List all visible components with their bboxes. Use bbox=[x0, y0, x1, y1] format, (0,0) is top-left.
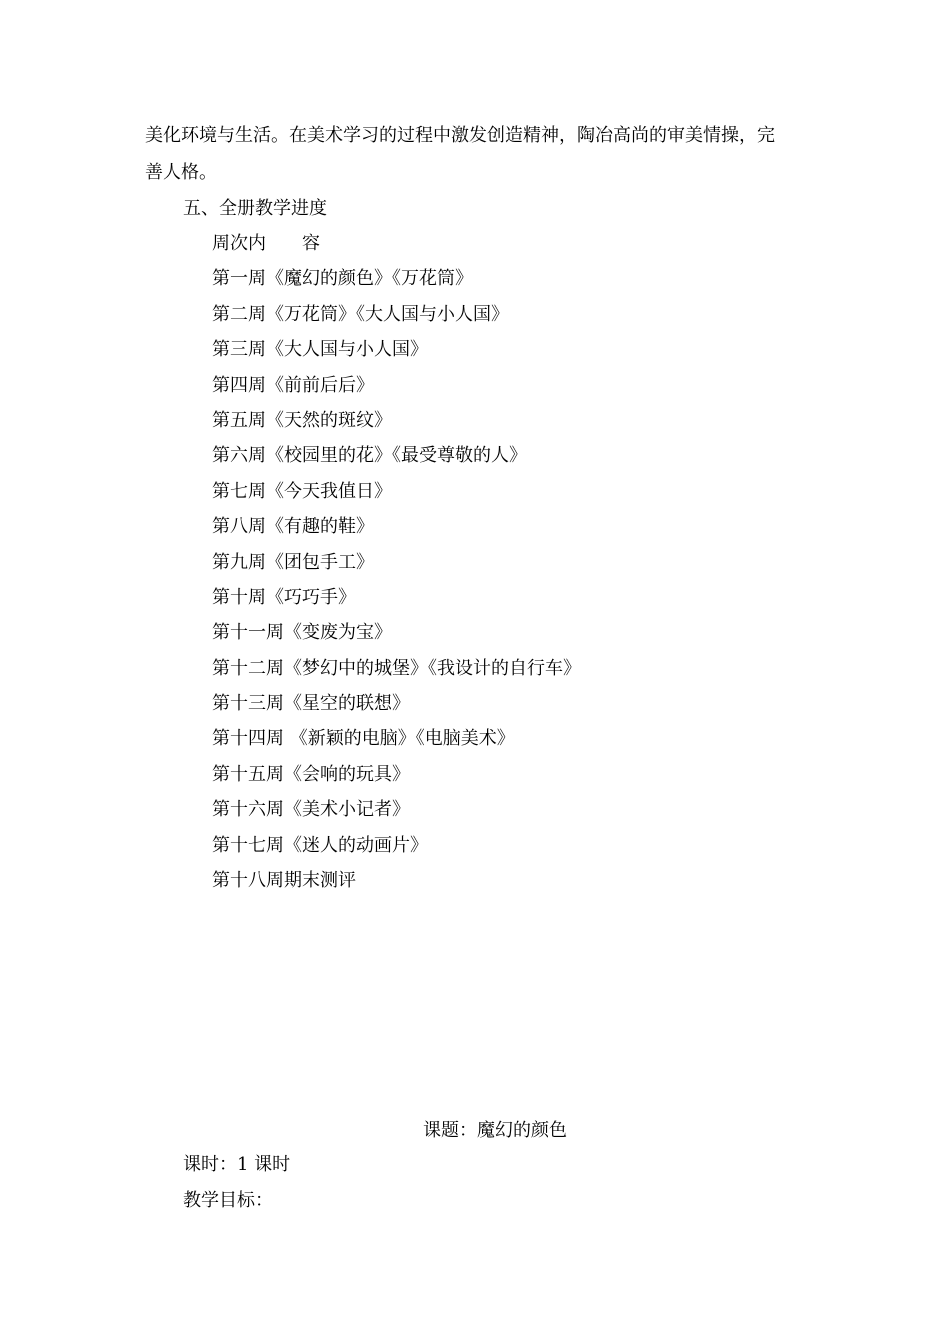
intro-paragraph-line-2: 善人格。 bbox=[145, 162, 217, 183]
lesson-objectives-label: 教学目标： bbox=[183, 1190, 273, 1211]
schedule-header bbox=[212, 226, 581, 261]
schedule-row: 第八周《有趣的鞋》 bbox=[212, 516, 374, 538]
schedule-row: 第五周《天然的斑纹》 bbox=[212, 409, 392, 431]
schedule-row: 第九周《团包手工》 bbox=[212, 551, 374, 573]
lesson-title: 课题：魔幻的颜色 bbox=[423, 1120, 567, 1141]
schedule-row: 第十七周《迷人的动画片》 bbox=[212, 834, 428, 856]
schedule-row: 第十二周《梦幻中的城堡》《我设计的自行车》 bbox=[212, 657, 581, 679]
schedule-row: 第十六周《美术小记者》 bbox=[212, 799, 410, 821]
schedule-row: 第十一周《变废为宝》 bbox=[212, 622, 392, 644]
schedule-row: 第十四周 《新颖的电脑》《电脑美术》 bbox=[212, 728, 515, 750]
schedule-row: 第三周《大人国与小人国》 bbox=[212, 339, 428, 361]
lesson-hours: 课时：1 课时 bbox=[183, 1154, 291, 1175]
schedule-list bbox=[212, 226, 581, 898]
schedule-row: 第四周《前前后后》 bbox=[212, 374, 374, 396]
schedule-row: 第七周《今天我值日》 bbox=[212, 480, 392, 502]
schedule-row: 第二周《万花筒》《大人国与小人国》 bbox=[212, 303, 509, 325]
intro-paragraph-line-1: 美化环境与生活。在美术学习的过程中激发创造精神，陶冶高尚的审美情操，完 bbox=[145, 125, 775, 146]
section-heading: 五、全册教学进度 bbox=[183, 198, 327, 219]
schedule-row: 第十八周期末测评 bbox=[212, 870, 356, 892]
schedule-row: 第六周《校园里的花》《最受尊敬的人》 bbox=[212, 445, 527, 467]
schedule-row: 第十周《巧巧手》 bbox=[212, 586, 356, 608]
schedule-row: 第一周《魔幻的颜色》《万花筒》 bbox=[212, 268, 473, 290]
schedule-row: 第十五周《会响的玩具》 bbox=[212, 763, 410, 785]
schedule-header-content: 容 bbox=[302, 233, 320, 254]
schedule-row: 第十三周《星空的联想》 bbox=[212, 693, 410, 715]
schedule-header-week: 周次内 bbox=[212, 233, 266, 254]
